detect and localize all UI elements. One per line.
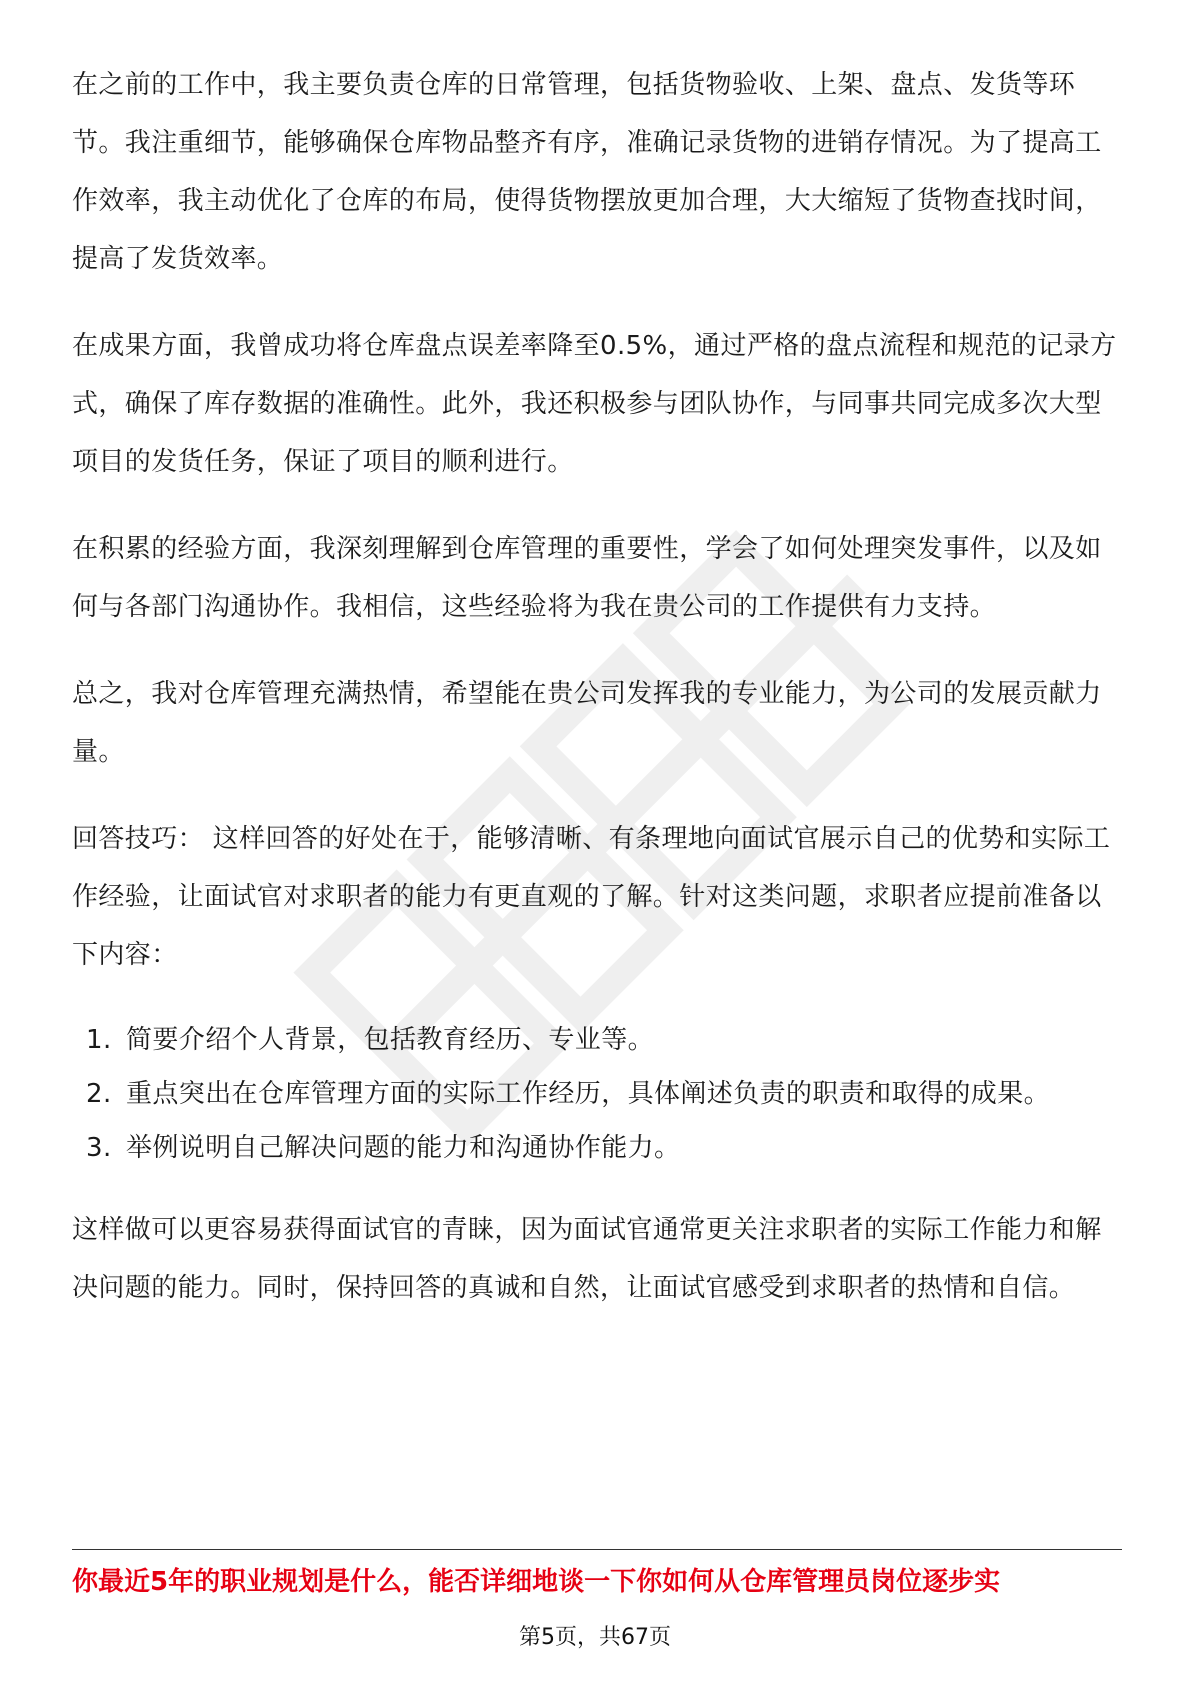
list-item-number: 3. xyxy=(86,1133,112,1163)
section-divider xyxy=(72,1549,1122,1550)
paragraph-achievements: 在成果方面，我曾成功将仓库盘点误差率降至0.5%，通过严格的盘点流程和规范的记录方式，确保了库存数据的准确性。此外，我还积极参与团队协作，与同事共同完成多次大型项目的发货任务，保证了项目的顺利进行。 xyxy=(72,331,1117,477)
list-item-number: 1. xyxy=(86,1025,112,1055)
paragraph-answer-tips: 回答技巧： 这样回答的好处在于，能够清晰、有条理地向面试官展示自己的优势和实际工作经验，让面试官对求职者的能力有更直观的了解。针对这类问题，求职者应提前准备以下内容： xyxy=(72,824,1111,970)
next-question-heading: 你最近5年的职业规划是什么，能否详细地谈一下你如何从仓库管理员岗位逐步实 xyxy=(72,1567,1001,1597)
list-item-number: 2. xyxy=(86,1079,112,1109)
list-item-text: 简要介绍个人背景，包括教育经历、专业等。 xyxy=(126,1025,655,1055)
list-item xyxy=(72,1121,1122,1175)
document-body xyxy=(72,56,1122,1346)
list-item xyxy=(72,1067,1122,1121)
list-item-text: 重点突出在仓库管理方面的实际工作经历，具体阐述负责的职责和取得的成果。 xyxy=(126,1079,1051,1109)
paragraph-closing: 这样做可以更容易获得面试官的青睐，因为面试官通常更关注求职者的实际工作能力和解决问题的能力。同时，保持回答的真诚和自然，让面试官感受到求职者的热情和自信。 xyxy=(72,1215,1102,1303)
page-number: 第5页，共67页 xyxy=(519,1625,671,1650)
tips-list xyxy=(72,1013,1122,1175)
paragraph-work-duties: 在之前的工作中，我主要负责仓库的日常管理，包括货物验收、上架、盘点、发货等环节。我注重细节，能够确保仓库物品整齐有序，准确记录货物的进销存情况。为了提高工作效率，我主动优化了仓库的布局，使得货物摆放更加合理，大大缩短了货物查找时间，提高了发货效率。 xyxy=(72,70,1102,274)
paragraph-summary: 总之，我对仓库管理充满热情，希望能在贵公司发挥我的专业能力，为公司的发展贡献力量。 xyxy=(72,679,1102,767)
list-item-text: 举例说明自己解决问题的能力和沟通协作能力。 xyxy=(126,1133,681,1163)
list-item xyxy=(72,1013,1122,1067)
paragraph-experience: 在积累的经验方面，我深刻理解到仓库管理的重要性，学会了如何处理突发事件，以及如何与各部门沟通协作。我相信，这些经验将为我在贵公司的工作提供有力支持。 xyxy=(72,534,1102,622)
